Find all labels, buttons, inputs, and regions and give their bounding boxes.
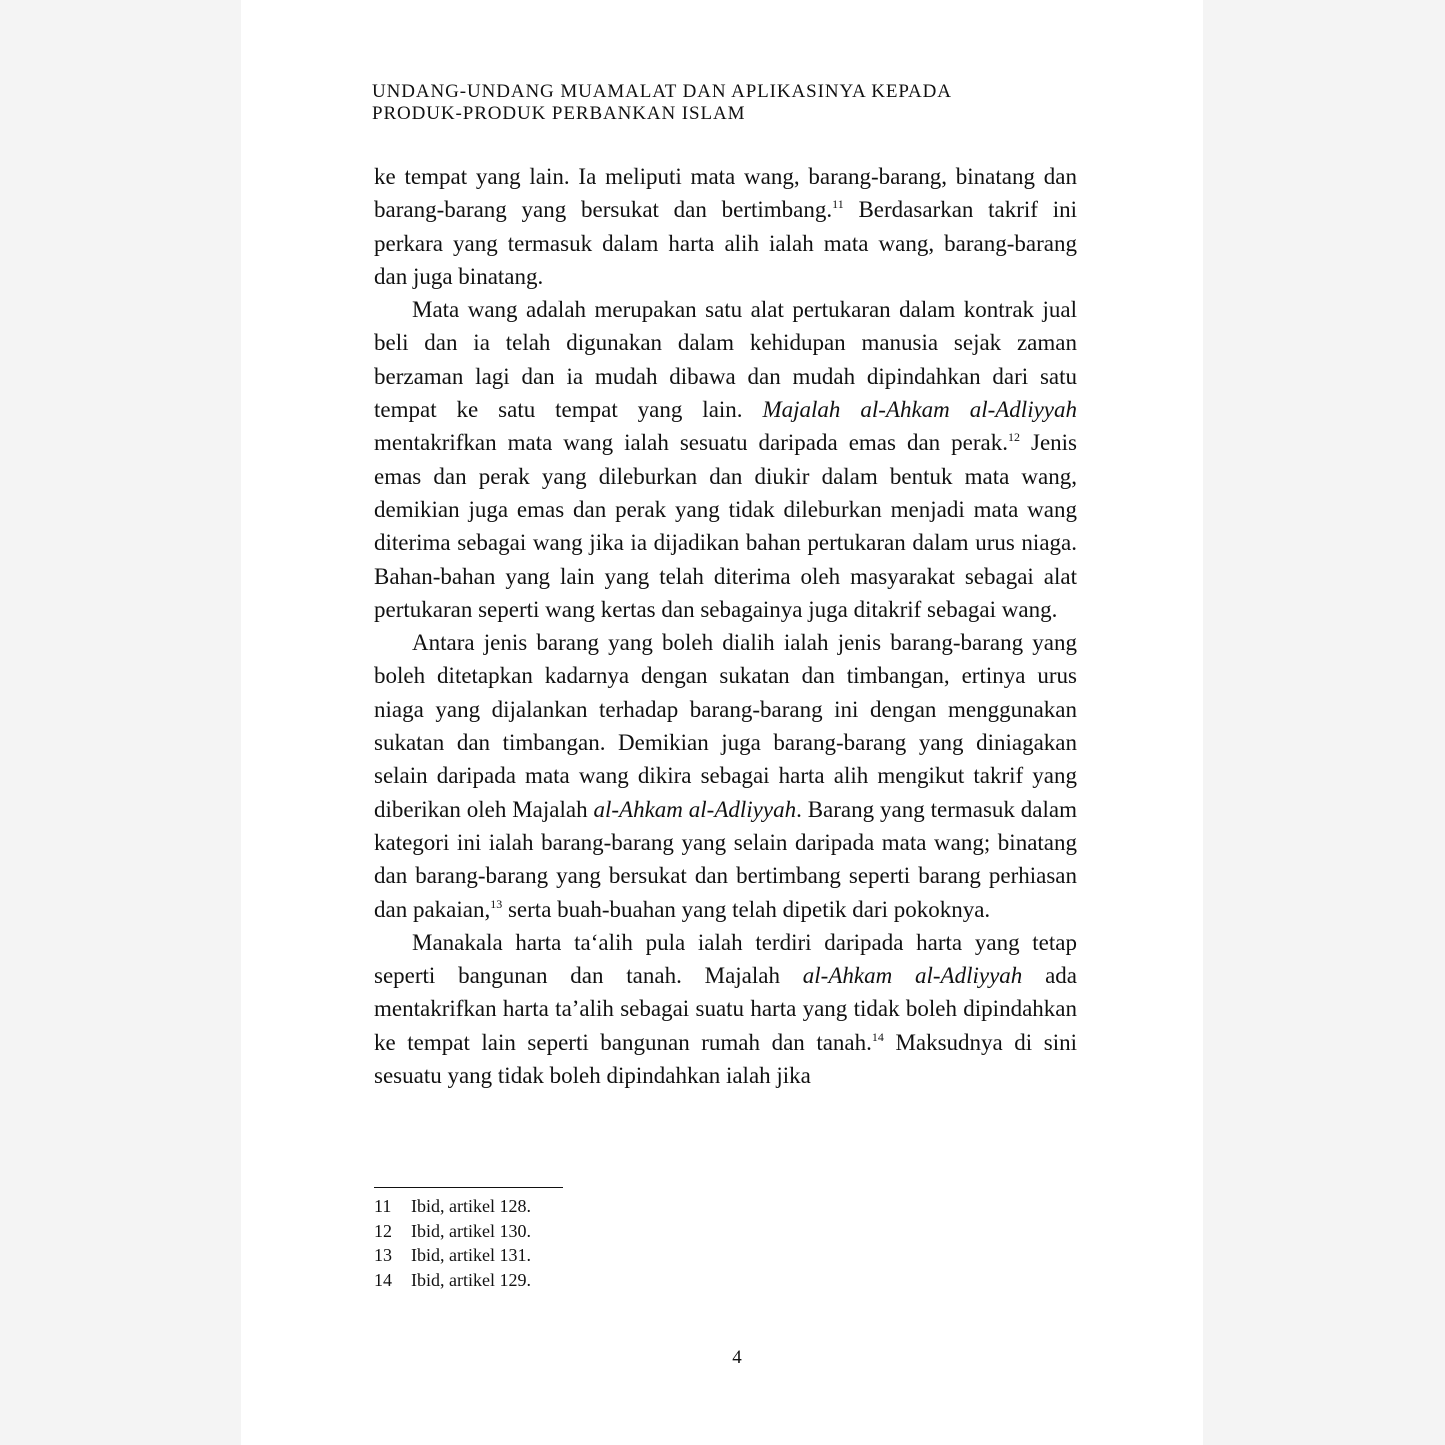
running-header-line-2: PRODUK-PRODUK PERBANKAN ISLAM bbox=[372, 103, 746, 124]
paragraph-3-text-d: serta buah-buahan yang telah dipetik dari pokoknya. bbox=[502, 896, 991, 922]
footnote-13 bbox=[374, 1243, 874, 1268]
footnote-text: Ibid, artikel 129. bbox=[411, 1269, 531, 1290]
paragraph-1-text-b: Berdasarkan takrif ini perkara yang termasuk dalam harta alih ialah mata wang, barang-barang dan juga binatang. bbox=[374, 197, 1077, 289]
footnote-number: 11 bbox=[374, 1196, 392, 1216]
footnotes bbox=[374, 1194, 874, 1292]
paragraph-4-text-d: Maksudnya di sini sesuatu yang tidak boleh dipindahkan ialah jika bbox=[374, 1029, 1077, 1089]
paragraph-4-text-c: ada mentakrifkan harta ta’alih sebagai suatu harta yang tidak boleh dipindahkan ke tempat lain seperti bangunan rumah dan tanah. bbox=[374, 963, 1077, 1055]
footnote-divider bbox=[374, 1187, 563, 1188]
footnote-ref-14: 14 bbox=[871, 1029, 884, 1044]
footnote-ref-12: 12 bbox=[1008, 430, 1020, 445]
footnote-number: 12 bbox=[374, 1220, 392, 1241]
paragraph-3-text-c: . Barang yang termasuk dalam kategori ini ialah barang-barang yang selain daripada mata wang; binatang dan barang-barang yang bersukat dan bertimbang seperti barang perhiasan dan pakaian, bbox=[374, 796, 1077, 922]
body-text bbox=[374, 160, 1077, 1092]
paragraph-4 bbox=[374, 926, 1077, 1092]
paragraph-2-text-a: Mata wang adalah merupakan satu alat pertukaran dalam kontrak jual beli dan ia telah digunakan dalam kehidupan manusia sejak zaman berzaman lagi dan ia mudah dibawa dan mudah dipindahkan dari satu tempat ke satu tempat yang lain. bbox=[374, 297, 1077, 423]
paragraph-1 bbox=[374, 160, 1077, 293]
footnote-ref-13: 13 bbox=[490, 896, 503, 911]
footnote-text: Ibid, artikel 128. bbox=[411, 1196, 531, 1216]
footnote-text: Ibid, artikel 130. bbox=[411, 1220, 531, 1241]
paragraph-1-text-a: ke tempat yang lain. Ia meliputi mata wang, barang-barang, binatang dan barang-barang yang bersukat dan bertimbang. bbox=[374, 164, 1077, 223]
footnote-11 bbox=[374, 1194, 874, 1219]
paragraph-2-text-c: mentakrifkan mata wang ialah sesuatu daripada emas dan perak. bbox=[374, 430, 1008, 456]
paragraph-3-italic-title: al-Ahkam al-Adliyyah bbox=[593, 796, 797, 822]
footnote-12 bbox=[374, 1219, 874, 1244]
paragraph-2 bbox=[374, 293, 1077, 626]
paragraph-3-text-a: Antara jenis barang yang boleh dialih ialah jenis barang-barang yang boleh ditetapkan kadarnya dengan sukatan dan timbangan, ertinya urus niaga yang dijalankan terhadap barang-barang ini dengan menggunakan sukatan dan timbangan. Demikian juga barang-barang yang diniagakan selain daripada mata wang dikira sebagai harta alih mengikut takrif yang diberikan oleh Majalah bbox=[374, 630, 1077, 822]
book-page bbox=[241, 0, 1203, 1445]
paragraph-3 bbox=[374, 626, 1077, 926]
paragraph-2-italic-title: Majalah al-Ahkam al-Adliyyah bbox=[762, 397, 1077, 423]
page-number: 4 bbox=[732, 1347, 742, 1368]
running-header bbox=[372, 81, 1092, 125]
footnote-number: 14 bbox=[374, 1269, 392, 1290]
running-header-line-1: UNDANG-UNDANG MUAMALAT DAN APLIKASINYA KEPADA bbox=[372, 81, 952, 102]
paragraph-4-text-a: Manakala harta ta‘alih pula ialah terdiri daripada harta yang tetap seperti bangunan dan tanah. Majalah bbox=[374, 929, 1077, 989]
footnote-number: 13 bbox=[374, 1245, 392, 1265]
footnote-ref-11: 11 bbox=[832, 197, 844, 212]
footnote-text: Ibid, artikel 131. bbox=[411, 1245, 531, 1265]
footnote-14 bbox=[374, 1268, 874, 1293]
paragraph-2-text-d: Jenis emas dan perak yang dileburkan dan diukir dalam bentuk mata wang, demikian juga emas dan perak yang tidak dileburkan menjadi mata wang diterima sebagai wang jika ia dijadikan bahan pertukaran dalam urus niaga. Bahan-bahan yang lain yang telah diterima oleh masyarakat sebagai alat pertukaran seperti wang kertas dan sebagainya juga ditakrif sebagai wang. bbox=[374, 430, 1077, 622]
paragraph-4-italic-title: al-Ahkam al-Adliyyah bbox=[802, 963, 1023, 989]
